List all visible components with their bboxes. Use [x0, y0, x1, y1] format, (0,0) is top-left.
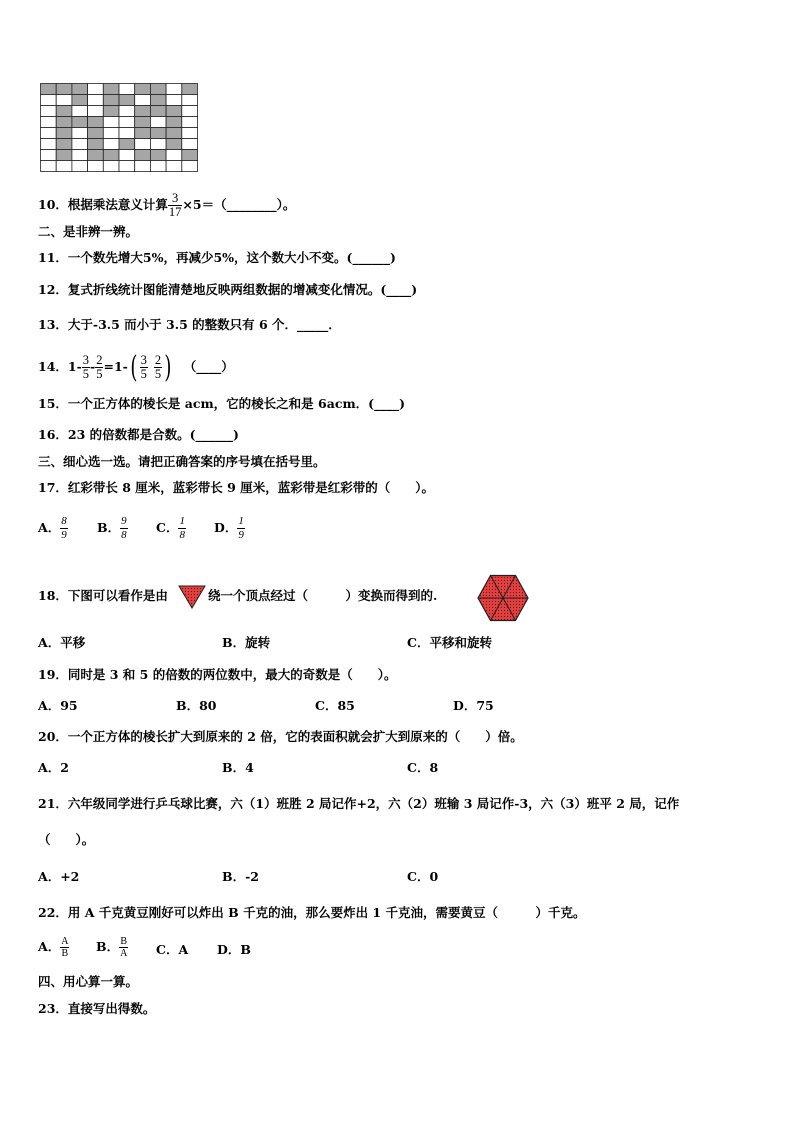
grid-cell [88, 84, 104, 95]
fraction-denominator: 5 [154, 367, 162, 381]
option-fraction [119, 936, 128, 959]
question-16: 16．23 的倍数都是合数。(______) [38, 427, 239, 442]
question-21-line-1: 21．六年级同学进行乒乓球比赛，六（1）班胜 2 局记作+2，六（2）班输 3 局记作-3，六（3）班平 2 局，记作 [38, 796, 680, 811]
grid-cell [182, 95, 198, 106]
grid-cell [103, 161, 119, 172]
option-label: B． [96, 939, 120, 954]
grid-cell-filled [103, 95, 119, 106]
left-paren-icon: ( [130, 349, 138, 385]
question-14-label: 14．1- [38, 359, 82, 374]
grid-cell [72, 150, 88, 161]
grid-cell [72, 139, 88, 150]
right-paren-icon: ) [164, 349, 172, 385]
q18-option-b: B．旋转 [222, 635, 271, 650]
question-17: 17．红彩带长 8 厘米，蓝彩带长 9 厘米，蓝彩带是红彩带的（ ）。 [38, 480, 434, 495]
grid-cell-filled [88, 117, 104, 128]
option-fraction [120, 515, 128, 542]
fraction-denominator: 9 [61, 529, 67, 541]
question-18-part-a: 18．下图可以看作是由 [38, 588, 168, 603]
grid-cell-filled [88, 150, 104, 161]
grid-cell [182, 128, 198, 139]
fraction-numerator: A [61, 936, 69, 947]
grid-cell [135, 95, 151, 106]
fraction-denominator: 5 [82, 367, 90, 381]
q19-option-a: A．95 [38, 698, 78, 713]
fraction-numerator: 1 [179, 515, 185, 527]
grid-cell-filled [103, 150, 119, 161]
minus-sign: - [90, 359, 96, 374]
q21-option-a: A．+2 [38, 869, 80, 884]
grid-cell-filled [103, 106, 119, 117]
fraction-numerator: 3 [140, 353, 147, 367]
grid-cell-filled [72, 84, 88, 95]
fraction-denominator: 5 [140, 367, 147, 381]
grid-cell [135, 161, 151, 172]
grid-cell [135, 139, 151, 150]
option-label: C． [156, 520, 179, 535]
grid-cell [88, 106, 104, 117]
grid-cell-filled [150, 84, 166, 95]
grid-cell-filled [150, 106, 166, 117]
question-10-fraction [168, 192, 183, 219]
grid-cell-filled [56, 128, 72, 139]
grid-cell [41, 117, 57, 128]
question-13: 13．大于-3.5 而小于 3.5 的整数只有 6 个．_____． [38, 317, 341, 332]
grid-cell [166, 84, 182, 95]
red-hexagon-icon [476, 573, 530, 623]
fraction-numerator: 2 [154, 353, 162, 367]
grid-cell-filled [166, 128, 182, 139]
q21-option-c: C．0 [407, 869, 439, 884]
fraction-denominator: 8 [121, 529, 127, 541]
q20-option-a: A．2 [38, 760, 69, 775]
grid-cell-filled [119, 95, 135, 106]
grid-cell-filled [72, 95, 88, 106]
option-label: D． [214, 520, 238, 535]
grid-cell [182, 139, 198, 150]
question-20: 20．一个正方体的棱长扩大到原来的 2 倍，它的表面积就会扩大到原来的（ ）倍。 [38, 729, 523, 744]
fraction-denominator: B [61, 948, 69, 959]
grid-cell [72, 128, 88, 139]
equals-one-minus: =1- [103, 359, 128, 374]
grid-cell [119, 84, 135, 95]
grid-cell-filled [166, 106, 182, 117]
option-label: B． [97, 520, 121, 535]
section-4-heading: 四、用心算一算。 [38, 974, 139, 989]
fraction-numerator: 3 [172, 191, 179, 205]
fraction-numerator: B [120, 936, 128, 947]
grid-cell [88, 161, 104, 172]
grid-cell [182, 117, 198, 128]
grid-cell [56, 161, 72, 172]
grid-cell-filled [135, 106, 151, 117]
fraction-denominator: A [120, 948, 128, 959]
q22-option-a [38, 936, 69, 959]
question-22: 22．用 A 千克黄豆刚好可以炸出 B 千克的油，那么要炸出 1 千克油，需要黄豆（ ）千克。 [38, 905, 586, 920]
section-2-heading: 二、是非辨一辨。 [38, 224, 139, 239]
grid-cell [72, 161, 88, 172]
grid-cell-filled [182, 84, 198, 95]
grid-cell [150, 117, 166, 128]
question-19: 19．同时是 3 和 5 的倍数的两位数中，最大的奇数是（ ）。 [38, 667, 397, 682]
grid-cell-filled [88, 139, 104, 150]
question-11: 11．一个数先增大5%，再减少5%，这个数大小不变。(______) [38, 250, 396, 265]
fraction-a [82, 354, 90, 381]
question-14 [38, 349, 234, 385]
question-18-part-b: 绕一个顶点经过（ ）变换而得到的. [208, 588, 438, 603]
q17-option-c [156, 515, 186, 542]
fraction-numerator: 2 [96, 353, 103, 367]
question-10-tail: ×5＝（________）。 [182, 197, 296, 212]
grid-figure [40, 83, 198, 173]
fraction-c [140, 354, 148, 381]
grid-cell [41, 95, 57, 106]
grid-cell [103, 128, 119, 139]
grid-cell [150, 139, 166, 150]
option-fraction [237, 515, 245, 542]
grid-cell-filled [88, 128, 104, 139]
grid-cell-filled [56, 117, 72, 128]
q22-option-c: C．A [156, 942, 189, 957]
grid-cell-filled [103, 84, 119, 95]
grid-cell [182, 106, 198, 117]
grid-cell-filled [135, 117, 151, 128]
fraction-denominator: 5 [96, 367, 103, 381]
grid-cell-filled [135, 128, 151, 139]
question-14-blank: （____） [183, 359, 234, 374]
grid-cell-filled [72, 117, 88, 128]
grid-cell [41, 139, 57, 150]
grid-cell [103, 117, 119, 128]
q19-option-b: B．80 [176, 698, 217, 713]
grid-cell-filled [41, 84, 57, 95]
grid-cell [119, 106, 135, 117]
grid-cell [119, 128, 135, 139]
grid-cell [103, 139, 119, 150]
grid-cell [41, 150, 57, 161]
grid-cell [166, 161, 182, 172]
fraction-numerator: 9 [121, 515, 127, 527]
q17-option-b [97, 515, 128, 542]
grid-cell [166, 150, 182, 161]
grid-cell-filled [150, 95, 166, 106]
section-3-heading: 三、细心选一选。请把正确答案的序号填在括号里。 [38, 454, 326, 469]
grid-cell-filled [56, 106, 72, 117]
fraction-denominator: 8 [179, 529, 185, 541]
grid-cell-filled [182, 150, 198, 161]
grid-cell-filled [166, 117, 182, 128]
grid-cell [56, 95, 72, 106]
grid-cell [41, 106, 57, 117]
grid-cell-filled [56, 139, 72, 150]
grid-cell-filled [135, 150, 151, 161]
q21-option-b: B．-2 [222, 869, 259, 884]
grid-cell-filled [56, 84, 72, 95]
q19-option-c: C．85 [315, 698, 355, 713]
grid-cell-filled [119, 139, 135, 150]
grid-cell-filled [56, 150, 72, 161]
fraction-numerator: 8 [61, 515, 67, 527]
fraction-denominator: 17 [168, 205, 182, 219]
grid-cell [119, 161, 135, 172]
grid-cell-filled [150, 150, 166, 161]
grid-cell [41, 161, 57, 172]
grid-cell [119, 117, 135, 128]
q20-option-c: C．8 [407, 760, 439, 775]
q17-option-a [38, 515, 68, 542]
question-21-line-2: （ ）。 [38, 832, 95, 847]
q18-option-a: A．平移 [38, 635, 86, 650]
q20-option-b: B．4 [222, 760, 254, 775]
fraction-denominator: 9 [238, 529, 244, 541]
question-10-text: 10．根据乘法意义计算 [38, 197, 168, 212]
grid-cell-filled [135, 84, 151, 95]
option-label: A． [38, 520, 61, 535]
grid-cell-filled [166, 139, 182, 150]
grid-cell [150, 161, 166, 172]
red-triangle-icon [178, 584, 206, 610]
q22-option-b [96, 936, 128, 959]
option-fraction [60, 515, 68, 542]
grid-cell [166, 95, 182, 106]
fraction-numerator: 1 [238, 515, 244, 527]
option-fraction [178, 515, 186, 542]
grid-cell [88, 95, 104, 106]
q17-option-d [214, 515, 245, 542]
fraction-d [154, 354, 162, 381]
q19-option-d: D．75 [453, 698, 494, 713]
grid-cell [182, 161, 198, 172]
question-15: 15．一个正方体的棱长是 acm，它的棱长之和是 6acm．(____) [38, 396, 405, 411]
fraction-numerator: 3 [82, 353, 90, 367]
option-label: A． [38, 939, 61, 954]
question-23: 23．直接写出得数。 [38, 1001, 156, 1016]
question-12: 12．复式折线统计图能清楚地反映两组数据的增减变化情况。(____) [38, 282, 418, 297]
option-fraction [60, 936, 69, 959]
grid-cell [41, 128, 57, 139]
grid-cell [72, 106, 88, 117]
grid-cell-filled [150, 128, 166, 139]
question-10 [38, 192, 295, 219]
q18-option-c: C．平移和旋转 [407, 635, 492, 650]
q22-option-d: D．B [217, 942, 251, 957]
grid-cell [119, 150, 135, 161]
